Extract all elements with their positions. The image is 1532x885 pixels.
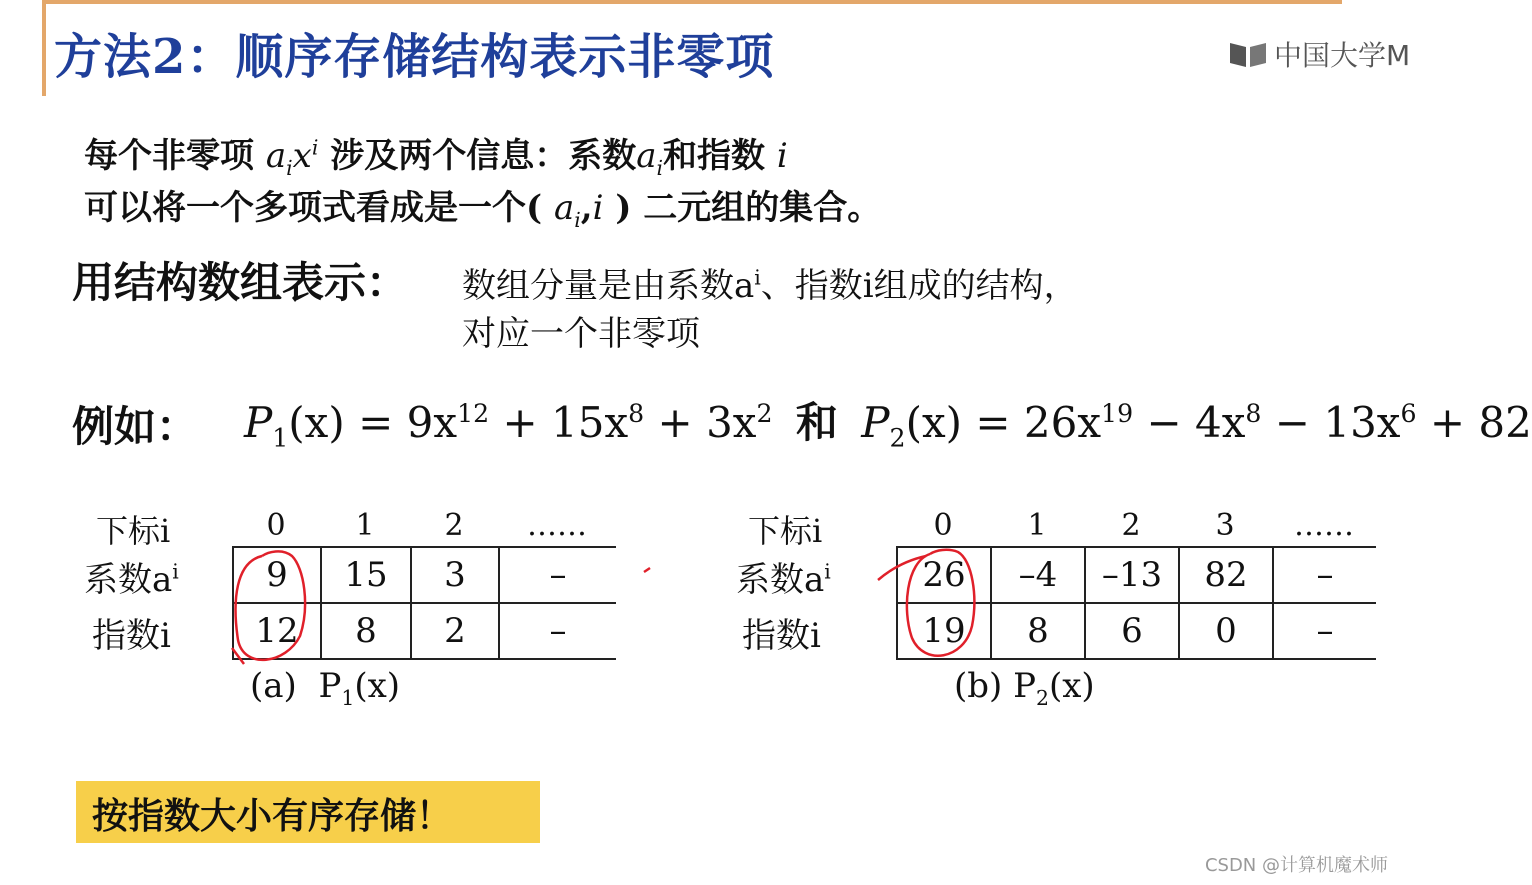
table-a-caption: (a) $P_1(x)$ <box>250 666 401 710</box>
table-b-cell: – <box>1273 547 1376 603</box>
intro-text: 和指数 <box>663 136 766 176</box>
example-label: 例如： <box>72 402 199 451</box>
annotation-dot <box>644 568 650 572</box>
example-formula: $P_1(x) = 9x^{12} + 15x^8 + 3x^2$ 和 $P_2(x) = 26x^{19} - 4x^8 - 13x^6 + 82$ <box>244 398 1532 453</box>
table-a-coef-label: 系数$a^i$ <box>84 559 179 600</box>
intro-line-1 <box>84 128 788 180</box>
note-text: 按指数大小有序存储！ <box>92 796 453 837</box>
exp-symbol: i <box>776 136 788 176</box>
table-a-index-label: 下标i <box>96 512 171 550</box>
table-a-coef-row <box>233 547 616 603</box>
table-a-index: 0 <box>266 508 286 543</box>
table-a-cell: 2 <box>411 603 499 659</box>
struct-desc-line-2: 对应一个非零项 <box>462 314 700 354</box>
intro-text: 可以将一个多项式看成是一个 <box>84 188 526 228</box>
table-b-index: 0 <box>933 508 953 543</box>
logo <box>1228 34 1410 74</box>
table-a-index: 2 <box>444 508 464 543</box>
table-b-cell: 82 <box>1179 547 1273 603</box>
table-b-cell: 8 <box>991 603 1085 659</box>
table-b-cell: –13 <box>1085 547 1179 603</box>
table-b-coef-row <box>897 547 1376 603</box>
table-b-cell: – <box>1273 603 1376 659</box>
table-a-index: 1 <box>355 508 375 543</box>
table-a-cell: 9 <box>233 547 321 603</box>
slide-title: 方法2：顺序存储结构表示非零项 <box>54 29 775 85</box>
watermark: CSDN @计算机魔术师 <box>1204 855 1388 876</box>
header-left-bar <box>42 0 46 96</box>
intro-line-2 <box>84 180 881 232</box>
table-a-cell: – <box>499 547 616 603</box>
tuple-symbol: ( $a_i,i$ ) <box>526 188 632 232</box>
table-b-exp-row <box>897 603 1376 659</box>
table-b-cell: 6 <box>1085 603 1179 659</box>
table-a-exp-label: 指数i <box>92 616 171 656</box>
table-a-cell: 3 <box>411 547 499 603</box>
intro-text: 每个非零项 <box>84 136 254 176</box>
table-b-index-label: 下标i <box>748 512 823 550</box>
table-a-cell: 8 <box>321 603 411 659</box>
coef-symbol: $a_i$ <box>636 136 664 180</box>
table-b-index: 3 <box>1215 508 1235 543</box>
table-b-cell: 19 <box>897 603 991 659</box>
table-b-index: 2 <box>1121 508 1141 543</box>
struct-heading: 用结构数组表示： <box>72 258 409 307</box>
term-symbol: $a_ix^i$ <box>265 135 319 180</box>
table-a-cell: – <box>499 603 616 659</box>
intro-text: 涉及两个信息：系数 <box>330 136 637 176</box>
table-b-index: …… <box>1294 508 1354 543</box>
table-b-cell: 26 <box>897 547 991 603</box>
struct-desc-line-1: 数组分量是由系数$a^i$、指数i组成的结构， <box>462 265 1078 306</box>
logo-text: 中国大学M <box>1274 39 1411 72</box>
table-a-cell: 15 <box>321 547 411 603</box>
table-a <box>232 546 616 660</box>
table-b-coef-label: 系数$a^i$ <box>736 559 831 600</box>
intro-text: 二元组的集合。 <box>643 188 882 228</box>
table-b-cell: 0 <box>1179 603 1273 659</box>
table-b-index: 1 <box>1027 508 1047 543</box>
header-top-bar <box>42 0 1342 4</box>
table-b <box>896 546 1376 660</box>
table-a-cell: 12 <box>233 603 321 659</box>
table-b-caption: (b) $P_2(x)$ <box>954 666 1095 710</box>
table-b-exp-label: 指数i <box>742 616 821 656</box>
table-a-exp-row <box>233 603 616 659</box>
table-a-index: …… <box>527 508 587 543</box>
table-b-cell: –4 <box>991 547 1085 603</box>
book-logo-icon <box>1228 39 1268 69</box>
